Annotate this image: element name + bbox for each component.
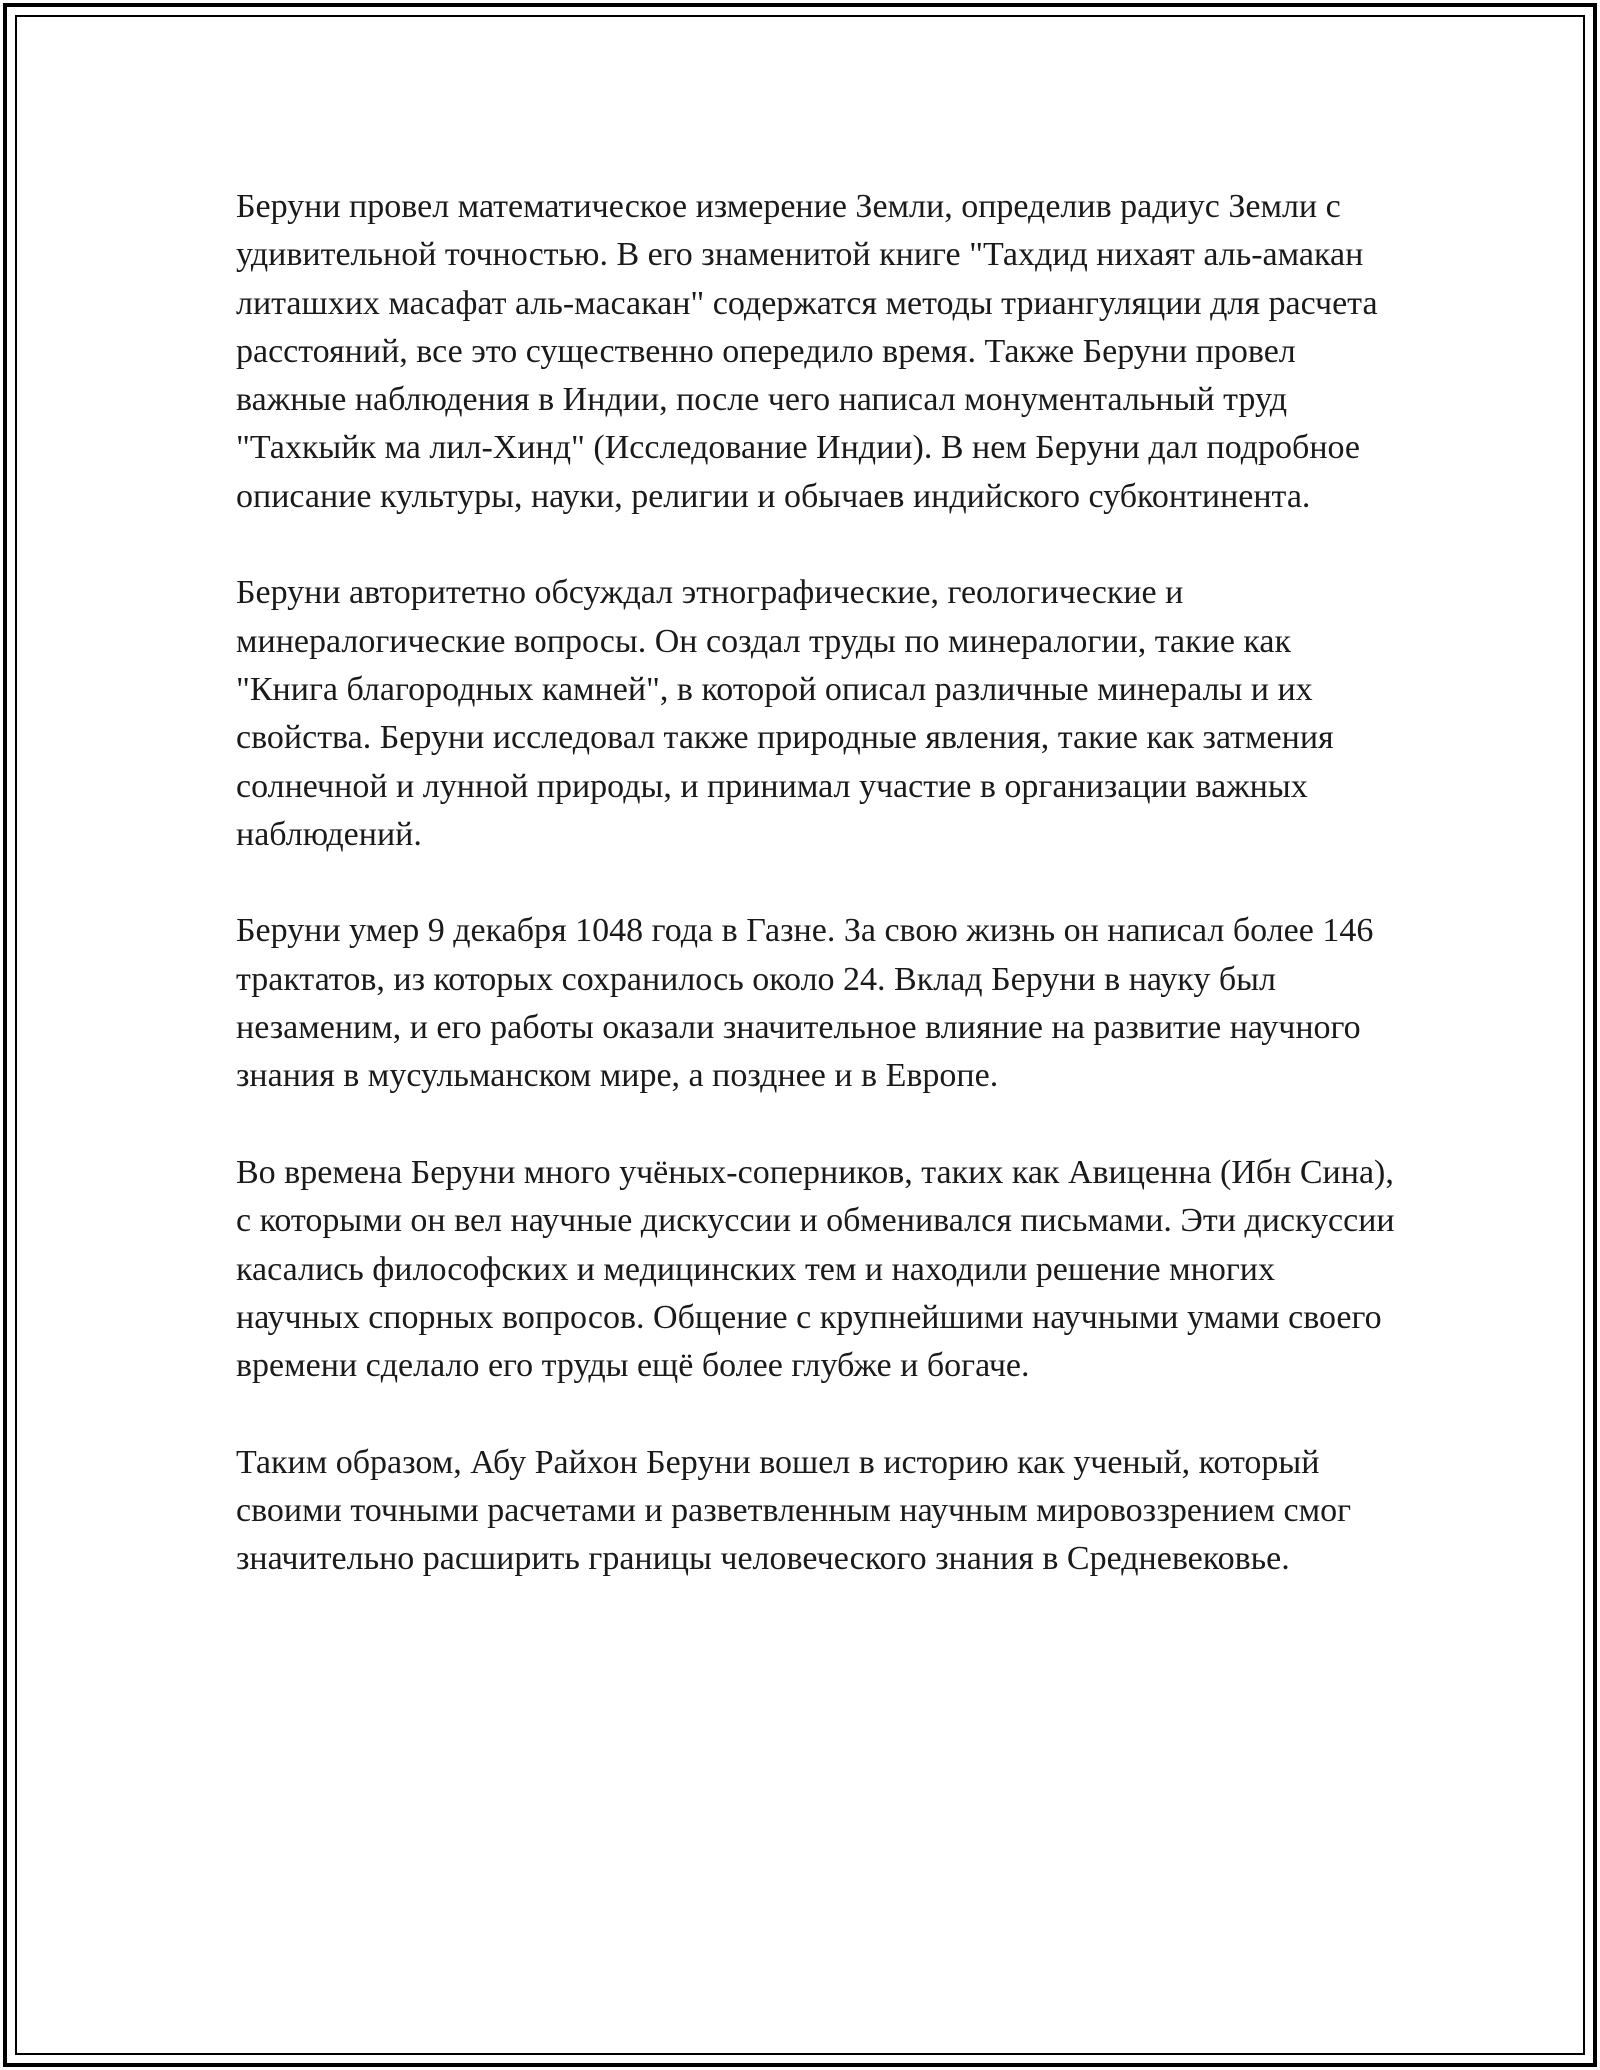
document-body bbox=[236, 183, 1396, 1584]
paragraph-3: Беруни умер 9 декабря 1048 года в Газне. За свою жизнь он написал более 146 трактатов, из которых сохранилось около 24. Вклад Беруни в науку был незаменим, и его работы оказали значительное влияние на развитие научного знания в мусульманском мире, а позднее и в Европе. bbox=[236, 912, 1374, 1095]
paragraph-4: Во времена Беруни много учёных-соперников, таких как Авиценна (Ибн Сина), с которыми он вел научные дискуссии и обменивался письмами. Эти дискуссии касались философских и медицинских тем и находили решение многих научных спорных вопросов. Общение с крупнейшими научными умами своего времени сделало его труды ещё более глубже и богаче. bbox=[236, 1153, 1395, 1385]
paragraph-2: Беруни авторитетно обсуждал этнографические, геологические и минералогические вопросы. Он создал труды по минералогии, такие как "Книга благородных камней", в которой описал различные минералы и их свойства. Беруни исследовал также природные явления, такие как затмения солнечной и лунной природы, и принимал участие в организации важных наблюдений. bbox=[236, 574, 1334, 853]
paragraph-1: Беруни провел математическое измерение Земли, определив радиус Земли с удивительной точностью. В его знаменитой книге "Тахдид нихаят аль-амакан литашхих масафат аль-масакан" содержатся методы триангуляции для расчета расстояний, все это существенно опередило время. Также Беруни провел важные наблюдения в Индии, после чего написал монументальный труд "Тахкыйк ма лил-Хинд" (Исследование Индии). В нем Беруни дал подробное описание культуры, науки, религии и обычаев индийского субконтинента. bbox=[236, 188, 1378, 515]
paragraph-5: Таким образом, Абу Райхон Беруни вошел в историю как ученый, который своими точными расчетами и разветвленным научным мировоззрением смог значительно расширить границы человеческого знания в Средневековье. bbox=[236, 1443, 1352, 1578]
